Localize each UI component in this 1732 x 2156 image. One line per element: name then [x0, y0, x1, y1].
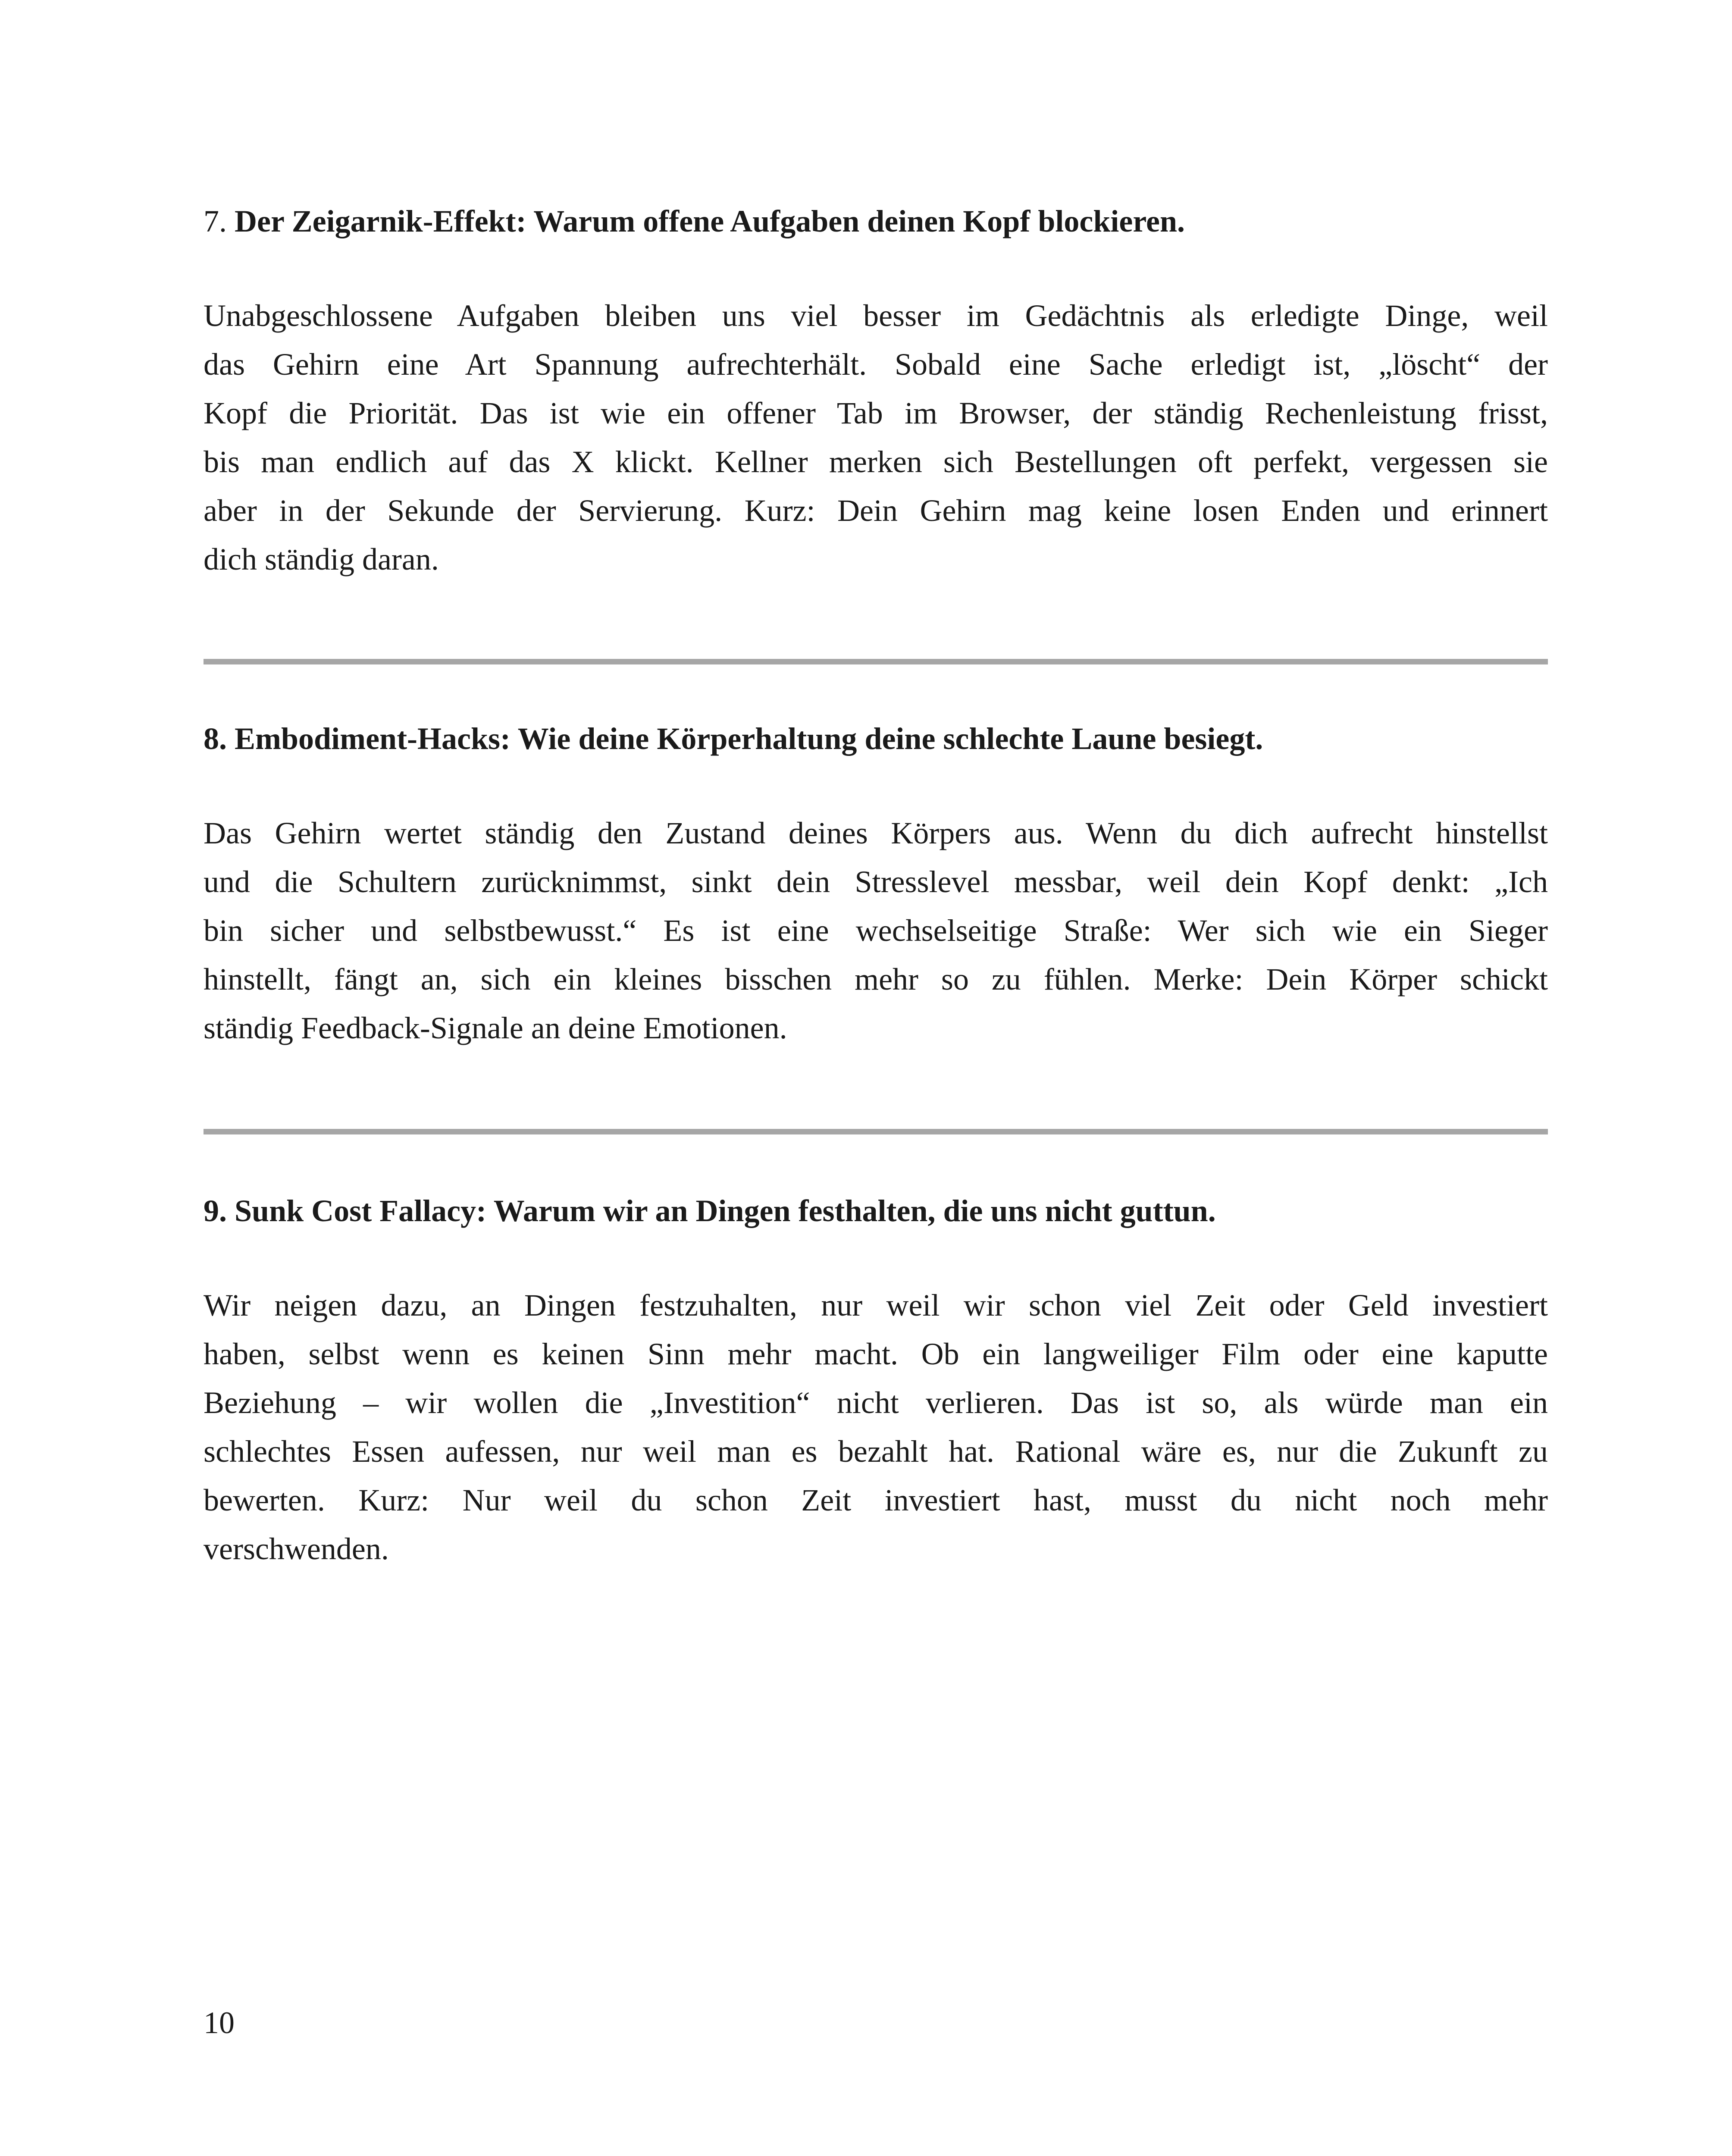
body-line: dich ständig daran. [204, 542, 439, 577]
section-8 [204, 720, 1548, 1053]
body-line: und die Schultern zurücknimmst, sinkt dein Stresslevel messbar, weil dein Kopf denkt: „Ich [204, 865, 1548, 899]
body-line: schlechtes Essen aufessen, nur weil man es bezahlt hat. Rational wäre es, nur die Zukunft zu [204, 1434, 1548, 1469]
body-line: haben, selbst wenn es keinen Sinn mehr macht. Ob ein langweiliger Film oder eine kaputte [204, 1337, 1548, 1372]
section-title: Der Zeigarnik-Effekt: Warum offene Aufgaben deinen Kopf blockieren. [235, 204, 1185, 238]
section-divider [204, 659, 1548, 664]
body-line: bewerten. Kurz: Nur weil du schon Zeit investiert hast, musst du nicht noch mehr [204, 1483, 1548, 1518]
body-line: bin sicher und selbstbewusst.“ Es ist eine wechselseitige Straße: Wer sich wie ein Sieger [204, 913, 1548, 948]
section-body [204, 809, 1548, 1053]
body-line: Das Gehirn wertet ständig den Zustand deines Körpers aus. Wenn du dich aufrecht hinstellst [204, 816, 1548, 851]
section-body [204, 1281, 1548, 1573]
body-line: aber in der Sekunde der Servierung. Kurz: Dein Gehirn mag keine losen Enden und erinnert [204, 493, 1548, 528]
body-line: Kopf die Priorität. Das ist wie ein offener Tab im Browser, der ständig Rechenleistung frisst, [204, 396, 1548, 431]
section-heading [204, 720, 1548, 757]
body-line: Unabgeschlossene Aufgaben bleiben uns viel besser im Gedächtnis als erledigte Dinge, weil [204, 298, 1548, 333]
section-number: 7. [204, 204, 227, 238]
section-body [204, 291, 1548, 584]
section-divider [204, 1129, 1548, 1134]
body-line: Wir neigen dazu, an Dingen festzuhalten, nur weil wir schon viel Zeit oder Geld investiert [204, 1288, 1548, 1323]
body-line: verschwenden. [204, 1532, 389, 1567]
section-number: 8. [204, 721, 227, 756]
section-9 [204, 1192, 1548, 1573]
section-heading [204, 203, 1548, 240]
page-number: 10 [204, 2006, 235, 2040]
body-line: hinstellt, fängt an, sich ein kleines bisschen mehr so zu fühlen. Merke: Dein Körper schickt [204, 962, 1548, 997]
section-number: 9. [204, 1194, 227, 1228]
section-7 [204, 203, 1548, 584]
body-line: das Gehirn eine Art Spannung aufrechterhält. Sobald eine Sache erledigt ist, „löscht“ der [204, 347, 1548, 382]
body-line: ständig Feedback-Signale an deine Emotionen. [204, 1011, 787, 1046]
body-line: bis man endlich auf das X klickt. Kellner merken sich Bestellungen oft perfekt, vergessen sie [204, 445, 1548, 479]
body-line: Beziehung – wir wollen die „Investition“ nicht verlieren. Das ist so, als würde man ein [204, 1385, 1548, 1420]
section-title: Sunk Cost Fallacy: Warum wir an Dingen festhalten, die uns nicht guttun. [235, 1194, 1216, 1228]
section-title: Embodiment-Hacks: Wie deine Körperhaltung deine schlechte Laune besiegt. [235, 721, 1263, 756]
section-heading [204, 1192, 1548, 1229]
